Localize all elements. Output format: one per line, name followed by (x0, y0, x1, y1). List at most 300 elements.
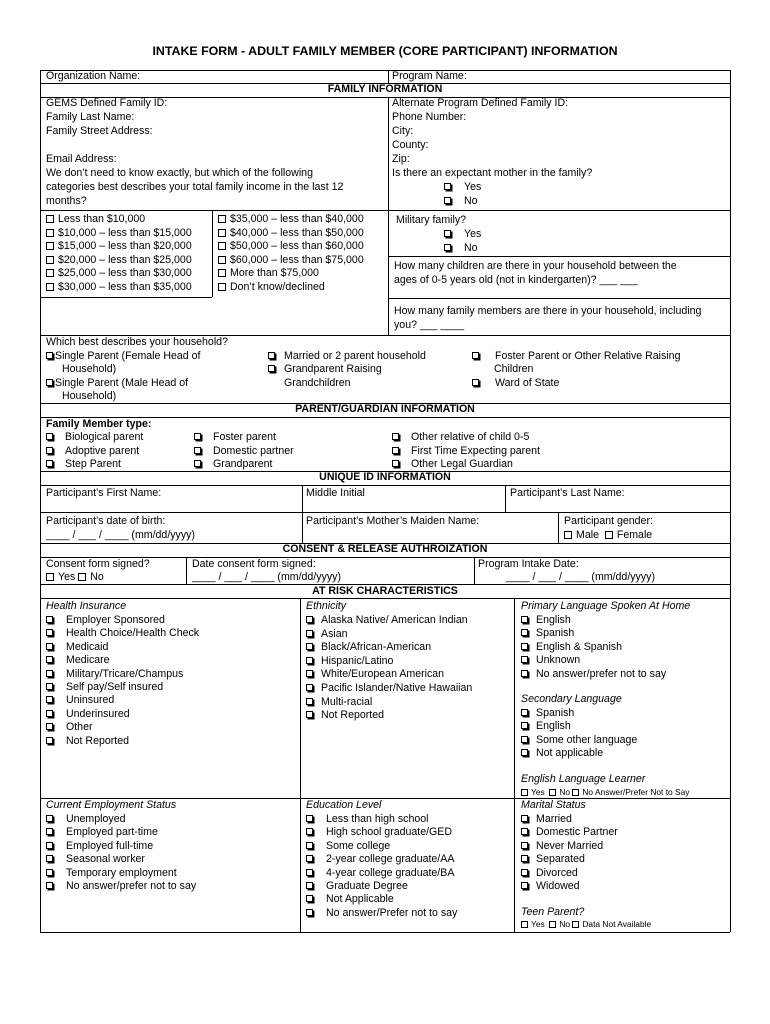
alt-id-label: Alternate Program Defined Family ID: (392, 97, 569, 109)
checkbox-icon[interactable] (194, 433, 201, 440)
education-option-label: Graduate Degree (326, 880, 408, 892)
divider (558, 512, 559, 543)
household-foster[interactable]: Foster Parent or Other Relative Raising (472, 350, 680, 363)
checkbox-icon[interactable] (78, 573, 86, 581)
ethnicity-option-label: Black/African-American (321, 641, 432, 654)
checkbox-icon[interactable] (444, 244, 451, 251)
secondary-language-option-label: Some other language (536, 733, 638, 746)
income-option-label: $40,000 – less than $50,000 (230, 226, 364, 239)
income-option-label: $10,000 – less than $15,000 (58, 226, 192, 239)
military-yes[interactable]: Yes (444, 228, 481, 241)
checkbox-icon[interactable] (306, 684, 313, 691)
ethnicity-option[interactable] (306, 709, 384, 722)
checkbox-icon[interactable] (46, 460, 53, 467)
member-type-option[interactable] (194, 445, 294, 458)
expectant-question: Is there an expectant mother in the family? (392, 167, 593, 179)
rule (40, 485, 730, 486)
member-type-option-label: Biological parent (65, 431, 144, 443)
checkbox-icon[interactable] (306, 895, 313, 902)
ell-no[interactable]: No (549, 787, 570, 797)
checkbox-icon[interactable] (46, 656, 53, 663)
health-insurance-option-label: Medicaid (66, 640, 109, 653)
member-type-option[interactable] (46, 431, 143, 444)
secondary-language-option-label: English (536, 720, 571, 733)
military-question: Military family? (396, 214, 467, 226)
checkbox-icon[interactable] (521, 643, 528, 650)
checkbox-icon[interactable] (472, 352, 479, 359)
ethnicity-option-label: Asian (321, 627, 348, 640)
checkbox-icon[interactable] (218, 242, 226, 250)
divider (186, 557, 187, 584)
teen-no[interactable]: No (549, 919, 570, 929)
checkbox-icon[interactable] (521, 722, 528, 729)
employment-title: Current Employment Status (46, 799, 177, 811)
household-option-text: Grandchildren (284, 377, 351, 389)
checkbox-icon[interactable] (444, 183, 451, 190)
income-option[interactable] (46, 254, 192, 267)
program-name-label: Program Name: (392, 70, 467, 82)
household-ward[interactable]: Ward of State (472, 377, 559, 390)
health-insurance-option[interactable] (46, 721, 93, 734)
checkbox-icon[interactable] (46, 696, 53, 703)
checkbox-icon[interactable] (605, 531, 613, 539)
income-option[interactable] (46, 213, 145, 226)
health-insurance-option[interactable] (46, 708, 130, 721)
income-option-label: $35,000 – less than $40,000 (230, 213, 364, 225)
income-option-label: $50,000 – less than $60,000 (230, 240, 364, 252)
marital-option-label: Divorced (536, 866, 578, 879)
member-type-option-label: Foster parent (213, 431, 277, 443)
education-option[interactable] (306, 907, 457, 920)
checkbox-icon[interactable] (46, 242, 54, 250)
health-insurance-option-label: Uninsured (66, 694, 115, 707)
consent-header: CONSENT & RELEASE AUTHROIZATION (282, 543, 488, 555)
checkbox-icon[interactable] (46, 828, 53, 835)
marital-title: Marital Status (521, 799, 586, 811)
income-option[interactable] (46, 281, 192, 294)
ethnicity-option[interactable] (306, 641, 431, 654)
member-type-label: Family Member type: (46, 418, 152, 430)
employment-option-label: Employed full-time (66, 839, 154, 852)
checkbox-icon[interactable] (46, 869, 53, 876)
checkbox-icon[interactable] (306, 828, 313, 835)
health-insurance-option[interactable] (46, 694, 114, 707)
ell-na[interactable]: No Answer/Prefer Not to Say (572, 787, 689, 797)
checkbox-icon[interactable] (572, 789, 579, 796)
checkbox-icon[interactable] (392, 433, 399, 440)
employment-option-label: Employed part-time (66, 826, 158, 839)
divider (300, 598, 301, 932)
income-option-label: Don’t know/declined (230, 280, 325, 293)
email-label: Email Address: (46, 153, 117, 165)
ethnicity-option[interactable] (306, 696, 372, 709)
income-option[interactable] (46, 240, 192, 253)
checkbox-icon[interactable] (218, 215, 226, 223)
health-insurance-option-label: Medicare (66, 654, 110, 667)
member-type-option-label: Other Legal Guardian (411, 458, 513, 470)
member-type-option[interactable] (194, 458, 272, 471)
primary-language-option-label: Unknown (536, 654, 581, 667)
checkbox-icon[interactable] (521, 670, 528, 677)
checkbox-icon[interactable] (46, 379, 53, 386)
checkbox-icon[interactable] (218, 229, 226, 237)
checkbox-icon[interactable] (46, 815, 53, 822)
employment-option[interactable] (46, 840, 153, 853)
gender-male[interactable]: Male (564, 529, 599, 541)
divider (514, 598, 515, 932)
health-insurance-option-label: Not Reported (66, 734, 130, 747)
household-option-text: Household) (62, 390, 117, 402)
education-option[interactable] (306, 840, 390, 853)
members-question: you? ___ ____ (394, 319, 465, 331)
health-insurance-option[interactable] (46, 735, 129, 748)
county-label: County: (392, 139, 429, 151)
teen-yes[interactable]: Yes (521, 919, 545, 929)
primary-language-option-label: English & Spanish (536, 640, 622, 653)
checkbox-icon[interactable] (521, 855, 528, 862)
checkbox-icon[interactable] (521, 815, 528, 822)
income-option[interactable] (46, 227, 192, 240)
member-type-option[interactable] (194, 431, 276, 444)
primary-language-option[interactable] (521, 668, 666, 681)
checkbox-icon[interactable] (472, 379, 479, 386)
ethnicity-option-label: White/European American (321, 668, 445, 681)
zip-label: Zip: (392, 153, 410, 165)
checkbox-icon[interactable] (46, 842, 53, 849)
teen-options (521, 919, 651, 929)
employment-option[interactable] (46, 826, 158, 839)
date-signed-label: Date consent form signed: (192, 558, 316, 570)
household-single-male[interactable]: Single Parent (Male Head of (46, 377, 188, 390)
checkbox-icon[interactable] (218, 256, 226, 264)
border-left (40, 70, 41, 932)
checkbox-icon[interactable] (444, 197, 451, 204)
ethnicity-option-label: Pacific Islander/Native Hawaiian (321, 682, 473, 694)
employment-option[interactable] (46, 880, 196, 893)
education-option[interactable] (306, 813, 428, 826)
household-grandparent[interactable]: Grandparent Raising (268, 363, 382, 376)
marital-option[interactable] (521, 867, 578, 880)
checkbox-icon[interactable] (521, 789, 528, 796)
date-signed-format: ____ / ___ / ____ (mm/dd/yyyy) (192, 571, 341, 583)
household-option-text: Household) (62, 363, 117, 375)
checkbox-icon[interactable] (268, 352, 275, 359)
checkbox-icon[interactable] (46, 433, 53, 440)
family-last-name-label: Family Last Name: (46, 111, 135, 123)
checkbox-icon[interactable] (46, 629, 53, 636)
checkbox-icon[interactable] (46, 269, 54, 277)
expectant-no[interactable]: No (444, 195, 478, 208)
marital-option-label: Separated (536, 853, 585, 866)
form-title: INTAKE FORM - ADULT FAMILY MEMBER (CORE PARTICIPANT) INFORMATION (152, 44, 618, 58)
income-option-label: $20,000 – less than $25,000 (58, 253, 192, 266)
health-insurance-option[interactable] (46, 654, 110, 667)
health-insurance-option[interactable] (46, 627, 199, 640)
divider (388, 97, 389, 335)
rule (40, 210, 730, 211)
gender-options (564, 529, 652, 542)
checkbox-icon[interactable] (521, 828, 528, 835)
marital-option-label: Domestic Partner (536, 826, 618, 839)
checkbox-icon[interactable] (306, 855, 313, 862)
checkbox-icon[interactable] (306, 882, 313, 889)
expectant-yes[interactable]: Yes (444, 181, 481, 194)
income-option[interactable] (218, 227, 364, 240)
education-option-label: High school graduate/GED (326, 826, 453, 839)
marital-option[interactable] (521, 840, 603, 853)
rule (40, 70, 730, 71)
ethnicity-title: Ethnicity (306, 600, 347, 612)
checkbox-icon[interactable] (521, 629, 528, 636)
ethnicity-option[interactable] (306, 614, 468, 627)
checkbox-icon[interactable] (268, 365, 275, 372)
checkbox-icon[interactable] (306, 711, 313, 718)
marital-option[interactable] (521, 813, 572, 826)
secondary-language-option[interactable] (521, 734, 637, 747)
checkbox-icon[interactable] (46, 229, 54, 237)
military-no[interactable]: No (444, 242, 478, 255)
last-name-label: Participant’s Last Name: (510, 487, 625, 499)
primary-language-option[interactable] (521, 627, 574, 640)
ethnicity-option-label: Not Reported (321, 709, 385, 722)
health-insurance-option[interactable] (46, 614, 165, 627)
ethnicity-option-label: Multi-racial (321, 695, 373, 708)
household-option-text: Children (494, 363, 534, 375)
checkbox-icon[interactable] (306, 909, 313, 916)
checkbox-icon[interactable] (46, 855, 53, 862)
checkbox-icon[interactable] (194, 447, 201, 454)
org-name-label: Organization Name: (46, 70, 141, 82)
secondary-language-option-label: Spanish (536, 707, 575, 719)
checkbox-icon[interactable] (444, 230, 451, 237)
checkbox-icon[interactable] (521, 656, 528, 663)
checkbox-icon[interactable] (521, 869, 528, 876)
city-label: City: (392, 125, 414, 137)
education-option[interactable] (306, 826, 452, 839)
first-name-label: Participant’s First Name: (46, 487, 162, 499)
education-option[interactable] (306, 880, 408, 893)
checkbox-icon[interactable] (572, 921, 579, 928)
border-right (730, 70, 731, 932)
income-option[interactable] (218, 213, 364, 226)
income-question: categories best describes your total family income in the last 12 (46, 181, 344, 193)
checkbox-icon[interactable] (521, 736, 528, 743)
primary-language-option-label: Spanish (536, 627, 575, 640)
checkbox-icon[interactable] (46, 710, 53, 717)
phone-label: Phone Number: (392, 111, 467, 123)
checkbox-icon[interactable] (521, 709, 528, 716)
street-address-label: Family Street Address: (46, 125, 153, 137)
consent-options (46, 571, 104, 584)
checkbox-icon[interactable] (306, 670, 313, 677)
ethnicity-option[interactable] (306, 628, 348, 641)
checkbox-icon[interactable] (306, 657, 313, 664)
ethnicity-option-label: Hispanic/Latino (321, 654, 394, 667)
income-option-label: $30,000 – less than $35,000 (58, 280, 192, 293)
consent-no[interactable]: No (78, 571, 104, 583)
education-option[interactable] (306, 893, 394, 906)
checkbox-icon[interactable] (306, 643, 313, 650)
checkbox-icon[interactable] (306, 630, 313, 637)
checkbox-icon[interactable] (392, 460, 399, 467)
member-type-option-label: Grandparent (213, 458, 273, 470)
secondary-language-option[interactable] (521, 720, 571, 733)
member-type-option-label: Step Parent (65, 458, 121, 470)
checkbox-icon[interactable] (218, 269, 226, 277)
member-type-option[interactable] (392, 431, 529, 444)
education-option-label: Less than high school (326, 813, 429, 825)
member-type-option-label: Adoptive parent (65, 444, 140, 457)
ethnicity-option-label: Alaska Native/ American Indian (321, 614, 468, 626)
primary-language-option[interactable] (521, 614, 571, 627)
health-insurance-option[interactable] (46, 668, 183, 681)
primary-language-title: Primary Language Spoken At Home (521, 600, 691, 612)
employment-option[interactable] (46, 813, 125, 826)
health-insurance-option[interactable] (46, 641, 108, 654)
marital-option[interactable] (521, 880, 580, 893)
employment-option-label: No answer/prefer not to say (66, 880, 197, 892)
checkbox-icon[interactable] (392, 447, 399, 454)
income-option-label: Less than $10,000 (58, 213, 146, 225)
secondary-language-option[interactable] (521, 707, 574, 720)
checkbox-icon[interactable] (564, 531, 572, 539)
income-question: months? (46, 195, 87, 207)
member-type-option[interactable] (46, 445, 139, 458)
teen-na[interactable]: Data Not Available (572, 919, 651, 929)
health-insurance-option[interactable] (46, 681, 163, 694)
household-married[interactable]: Married or 2 parent household (268, 350, 426, 363)
rule (388, 256, 730, 257)
children-question: ages of 0-5 years old (not in kindergarten)? ___ ___ (394, 274, 638, 286)
household-single-female[interactable]: Single Parent (Female Head of (46, 350, 200, 363)
checkbox-icon[interactable] (521, 749, 528, 756)
intake-date-label: Program Intake Date: (478, 558, 579, 570)
income-option[interactable] (218, 254, 364, 267)
ell-title: English Language Learner (521, 773, 646, 785)
ell-yes[interactable]: Yes (521, 787, 545, 797)
member-type-option-label: Domestic partner (213, 444, 294, 457)
checkbox-icon[interactable] (521, 842, 528, 849)
ethnicity-option[interactable] (306, 668, 444, 681)
employment-option-label: Seasonal worker (66, 853, 145, 866)
primary-language-option-label: No answer/prefer not to say (536, 667, 667, 680)
middle-initial-label: Middle Initial (306, 487, 365, 499)
teen-parent-title: Teen Parent? (521, 906, 585, 918)
checkbox-icon[interactable] (46, 573, 54, 581)
education-option-label: 4-year college graduate/BA (326, 866, 455, 879)
employment-option-label: Unemployed (66, 813, 126, 825)
checkbox-icon[interactable] (521, 882, 528, 889)
gems-id-label: GEMS Defined Family ID: (46, 97, 168, 109)
divider (302, 485, 303, 543)
ell-options (521, 787, 689, 797)
checkbox-icon[interactable] (521, 616, 528, 623)
consent-signed-label: Consent form signed? (46, 558, 150, 570)
employment-option[interactable] (46, 853, 145, 866)
checkbox-icon[interactable] (46, 643, 53, 650)
checkbox-icon[interactable] (194, 460, 201, 467)
checkbox-icon[interactable] (46, 737, 53, 744)
checkbox-icon[interactable] (46, 683, 53, 690)
checkbox-icon[interactable] (521, 921, 528, 928)
education-option-label: No answer/Prefer not to say (326, 906, 458, 919)
checkbox-icon[interactable] (46, 670, 53, 677)
health-insurance-option-label: Underinsured (66, 707, 130, 720)
employment-option[interactable] (46, 867, 177, 880)
marital-option[interactable] (521, 826, 618, 839)
checkbox-icon[interactable] (306, 815, 313, 822)
income-option-label: More than $75,000 (230, 267, 319, 279)
rule (388, 298, 730, 299)
income-option[interactable] (218, 281, 325, 294)
divider (505, 485, 506, 512)
education-option[interactable] (306, 867, 454, 880)
education-title: Education Level (306, 799, 382, 811)
checkbox-icon[interactable] (218, 283, 226, 291)
checkbox-icon[interactable] (549, 789, 556, 796)
checkbox-icon[interactable] (306, 698, 313, 705)
income-question: We don’t need to know exactly, but which of the following (46, 167, 313, 179)
gender-female[interactable]: Female (605, 529, 652, 541)
income-option-label: $25,000 – less than $30,000 (58, 267, 192, 279)
checkbox-icon[interactable] (46, 882, 53, 889)
primary-language-option[interactable] (521, 641, 622, 654)
member-type-option[interactable] (392, 445, 540, 458)
employment-option-label: Temporary employment (66, 866, 177, 879)
checkbox-icon[interactable] (306, 842, 313, 849)
at-risk-header: AT RISK CHARACTERISTICS (312, 585, 458, 597)
checkbox-icon[interactable] (46, 283, 54, 291)
marital-option[interactable] (521, 853, 585, 866)
checkbox-icon[interactable] (46, 352, 53, 359)
income-option[interactable] (218, 240, 364, 253)
primary-language-option[interactable] (521, 654, 580, 667)
marital-option-label: Widowed (536, 880, 580, 892)
health-insurance-option-label: Other (66, 721, 93, 734)
consent-yes[interactable]: Yes (46, 571, 75, 583)
income-option[interactable] (46, 267, 192, 280)
member-type-option-label: First Time Expecting parent (411, 444, 540, 457)
education-option-label: 2-year college graduate/AA (326, 853, 455, 866)
unique-id-header: UNIQUE ID INFORMATION (319, 471, 451, 483)
gender-label: Participant gender: (564, 515, 653, 527)
member-type-option[interactable] (46, 458, 121, 471)
ethnicity-option[interactable] (306, 655, 393, 668)
rule (40, 512, 730, 513)
secondary-language-option[interactable] (521, 747, 603, 760)
checkbox-icon[interactable] (46, 723, 53, 730)
income-option[interactable] (218, 267, 319, 280)
member-type-option[interactable] (392, 458, 513, 471)
health-insurance-option-label: Military/Tricare/Champus (66, 667, 184, 680)
checkbox-icon[interactable] (46, 256, 54, 264)
checkbox-icon[interactable] (46, 616, 53, 623)
checkbox-icon[interactable] (306, 616, 313, 623)
household-question: Which best describes your household? (46, 336, 228, 348)
ethnicity-option[interactable] (306, 682, 472, 695)
checkbox-icon[interactable] (549, 921, 556, 928)
divider (474, 557, 475, 584)
member-type-option-label: Other relative of child 0-5 (411, 431, 530, 443)
checkbox-icon[interactable] (46, 215, 54, 223)
marital-option-label: Never Married (536, 839, 604, 852)
secondary-language-title: Secondary Language (521, 693, 622, 705)
checkbox-icon[interactable] (306, 869, 313, 876)
rule (40, 932, 730, 933)
checkbox-icon[interactable] (46, 447, 53, 454)
education-option-label: Not Applicable (326, 893, 394, 906)
education-option[interactable] (306, 853, 454, 866)
